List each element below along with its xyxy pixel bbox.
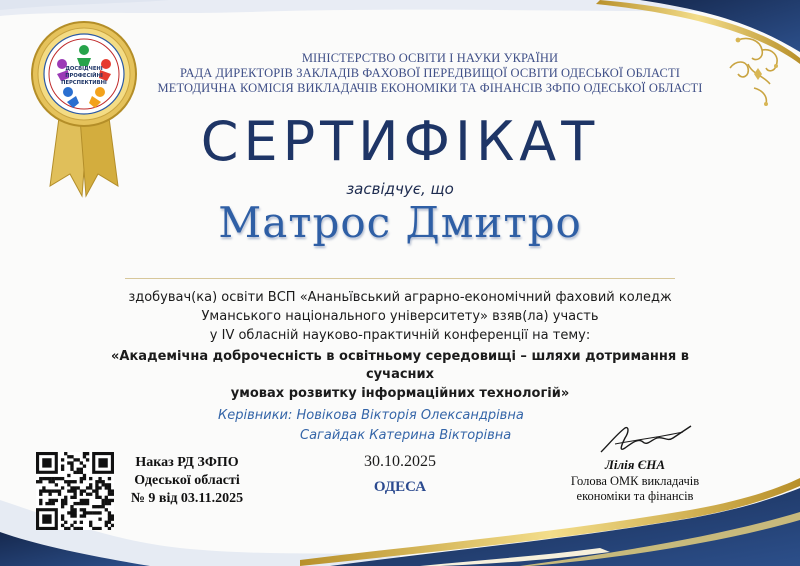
svg-text:ПРОФЕСІЙНІ: ПРОФЕСІЙНІ <box>65 73 103 79</box>
order-line-1: Наказ РД ЗФПО <box>135 455 239 470</box>
signatory-position-2: економіки та фінансів <box>576 489 694 503</box>
certificate-title: СЕРТИФІКАТ <box>200 110 600 173</box>
order-line-2: Одеської області <box>134 473 240 488</box>
svg-text:ДОСВІДЧЕНІ: ДОСВІДЧЕНІ <box>65 66 103 72</box>
body-line-3: у IV обласній науково-практичній конференції на тему: <box>209 328 591 343</box>
certificate-subtitle: засвідчує, що <box>346 180 454 198</box>
theme-line-2: сучасних <box>365 367 435 382</box>
leader-name-2: Сагайдак Катерина Вікторівна <box>300 428 512 443</box>
header-council: РАДА ДИРЕКТОРІВ ЗАКЛАДІВ ФАХОВОЇ ПЕРЕДВИЩОЇ ОСВІТИ ОДЕСЬКОЇ ОБЛАСТІ <box>180 66 680 80</box>
body-line-1: здобувач(ка) освіти ВСП «Ананьївський аграрно-економічний фаховий коледж <box>128 290 672 305</box>
theme-line-1: «Академічна доброчесність в освітньому середовищі – шляхи дотримання в <box>111 349 689 364</box>
signatory-name-text: Лілія ЄНА <box>604 457 666 472</box>
handwritten-signature-icon <box>595 418 695 460</box>
theme-line-3: умовах розвитку інформаційних технологій» <box>230 386 570 401</box>
recipient-name: Матрос Дмитро <box>218 198 582 247</box>
order-line-3: № 9 від 03.11.2025 <box>130 491 244 506</box>
header-commission: МЕТОДИЧНА КОМІСІЯ ВИКЛАДАЧІВ ЕКОНОМІКИ ТА ФІНАНСІВ ЗФПО ОДЕСЬКОЇ ОБЛАСТІ <box>157 81 703 95</box>
qr-code-icon <box>36 452 114 530</box>
leaders-label: Керівники: <box>218 408 293 423</box>
issue-city: ОДЕСА <box>373 479 427 495</box>
header-ministry: МІНІСТЕРСТВО ОСВІТИ І НАУКИ УКРАЇНИ <box>301 51 559 65</box>
signatory-name <box>550 457 720 473</box>
leaders-line-1 <box>218 408 524 423</box>
signatory-position-1: Голова ОМК викладачів <box>570 474 700 488</box>
divider <box>125 278 675 279</box>
body-line-2: Уманського національного університету» взяв(ла) участь <box>201 309 599 324</box>
leader-name-1: Новікова Вікторія Олександрівна <box>296 408 524 423</box>
issue-date: 30.10.2025 <box>364 453 436 470</box>
svg-text:ПЕРСПЕКТИВНІ: ПЕРСПЕКТИВНІ <box>61 80 107 86</box>
